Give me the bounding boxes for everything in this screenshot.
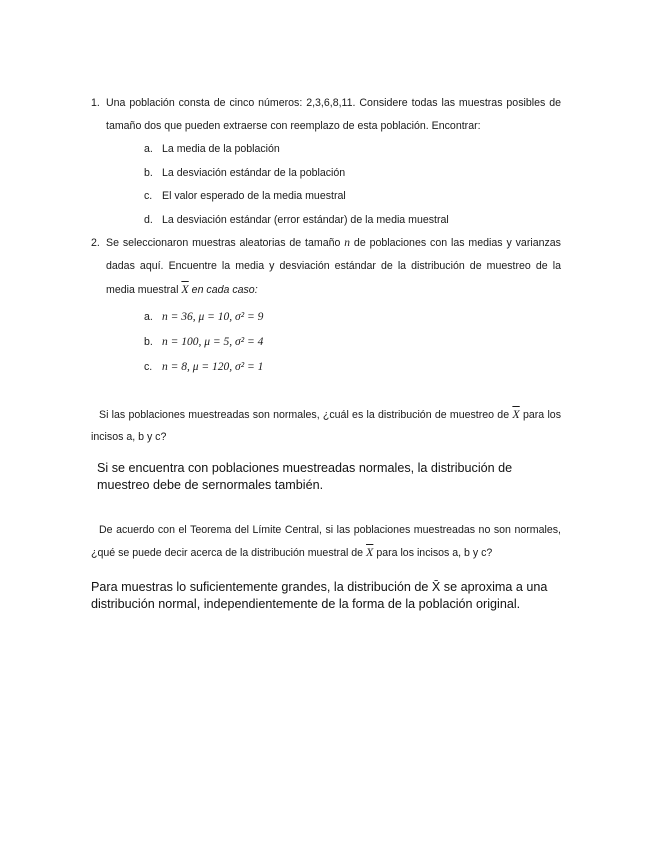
- item-text: El valor esperado de la media muestral: [162, 190, 346, 203]
- answer-2: Para muestras lo suficientemente grandes, la distribución de X̄ se aproxima a una distribución normal, independientemente de la forma de la población original.: [91, 580, 548, 611]
- question-2-item-c: [144, 356, 561, 381]
- question-1-text: Una población consta de cinco números: 2,3,6,8,11. Considere todas las muestras posibles de tamaño dos que pueden extraerse con reemplazo de esta población. Encontrar:: [106, 97, 561, 132]
- question-1: [91, 92, 561, 232]
- question-2-items: [144, 306, 561, 381]
- item-letter: b.: [144, 166, 153, 179]
- clt-question-part1: De acuerdo con el Teorema del Límite Central, si las poblaciones muestreadas no son normales, ¿qué se puede decir acerca de la distribución muestral de: [91, 524, 561, 559]
- xbar-symbol: $\overline{X}$: [366, 545, 374, 559]
- item-text: La media de la población: [162, 143, 280, 155]
- item-letter: a.: [144, 143, 153, 155]
- xbar-symbol: $\overline{X}$: [512, 407, 520, 421]
- normal-question-part2: para los incisos a, b y c?: [91, 409, 561, 443]
- question-1-item-a: [144, 138, 561, 162]
- question-1-items: [144, 138, 561, 232]
- question-2: [91, 232, 561, 381]
- question-2-text-part3: en cada caso:: [191, 284, 258, 296]
- item-text: La desviación estándar (error estándar) de la media muestral: [162, 213, 449, 226]
- normal-question-part1: Si las poblaciones muestreadas son normales, ¿cuál es la distribución de muestreo de: [99, 409, 510, 421]
- answer-1: Si se encuentra con poblaciones muestreadas normales, la distribución de muestreo debe de sernormales también.: [97, 461, 513, 492]
- question-2-text-part1: Se seleccionaron muestras aleatorias de tamaño: [106, 237, 341, 249]
- n-symbol: n: [344, 237, 351, 249]
- question-1-item-c: [144, 185, 561, 209]
- item-text: La desviación estándar de la población: [162, 166, 346, 179]
- question-1-item-b: [144, 162, 561, 186]
- clt-question: [91, 519, 561, 564]
- item-letter: b.: [144, 336, 153, 348]
- question-1-item-d: [144, 209, 561, 233]
- item-formula: n = 100, μ = 5, σ² = 4: [162, 336, 264, 348]
- xbar-symbol: $\overline{X}$: [181, 282, 189, 296]
- item-formula: n = 8, μ = 120, σ² = 1: [162, 361, 264, 373]
- item-letter: d.: [144, 213, 153, 226]
- clt-question-part2: para los incisos a, b y c?: [376, 547, 493, 559]
- question-2-text-part2: de poblaciones con las medias y varianzas dadas aquí. Encuentre la media y desviación estándar de la distribución de muestreo de la media muestral: [106, 237, 561, 296]
- item-letter: a.: [144, 311, 153, 323]
- question-1-number: 1.: [91, 97, 100, 109]
- item-formula: n = 36, μ = 10, σ² = 9: [162, 311, 264, 323]
- question-2-item-a: [144, 306, 561, 331]
- question-2-text: [106, 232, 561, 302]
- normal-populations-question: [91, 403, 561, 448]
- item-letter: c.: [144, 190, 153, 203]
- item-letter: c.: [144, 361, 153, 373]
- question-2-number: 2.: [91, 237, 100, 249]
- question-2-item-b: [144, 331, 561, 356]
